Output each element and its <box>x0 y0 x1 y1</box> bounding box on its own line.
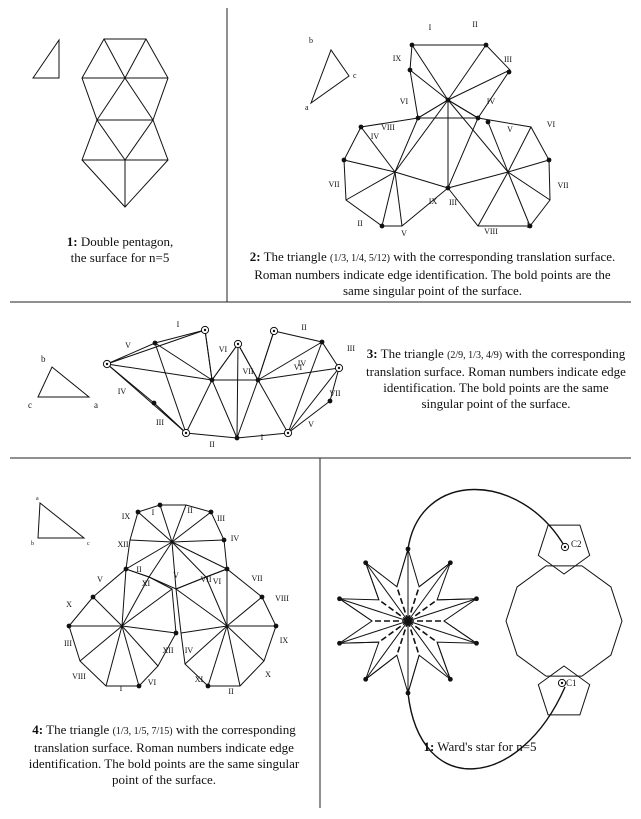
singular-point <box>408 68 413 73</box>
edge-label: VII <box>251 574 263 583</box>
singular-point <box>380 224 385 229</box>
edge-label: VII <box>200 575 212 584</box>
fan-spoke <box>172 540 224 542</box>
panel5-caption <box>330 739 630 755</box>
singular-point <box>474 596 479 601</box>
panel1-triangle <box>33 40 59 78</box>
fan-spoke <box>448 172 508 188</box>
edge-label: I <box>176 320 180 329</box>
singular-point <box>274 624 279 629</box>
fan-spoke <box>508 160 549 172</box>
edge-label: IX <box>428 197 438 206</box>
fan-spoke <box>488 122 508 172</box>
fan-spoke <box>395 172 402 226</box>
decagon <box>506 566 622 676</box>
singular-point <box>174 631 179 636</box>
panel1-line1: Double pentagon, <box>80 234 174 249</box>
fan-spoke <box>382 172 395 226</box>
singular-point <box>136 510 141 515</box>
edge-label: XI <box>194 675 204 684</box>
fan-spoke <box>448 70 510 100</box>
singular-point-ring <box>284 429 291 436</box>
singular-point <box>342 158 347 163</box>
singular-point <box>328 399 333 404</box>
edge-label: X <box>265 670 271 679</box>
edge-label: IX <box>279 636 289 645</box>
singular-point <box>486 120 491 125</box>
left-fan <box>344 100 478 226</box>
star-dashed-spoke <box>408 587 419 621</box>
singular-point <box>67 624 72 629</box>
singular-point <box>363 677 368 682</box>
edge-label: IV <box>297 359 307 368</box>
star-facet <box>397 549 408 587</box>
fan-spoke <box>172 542 227 569</box>
fan-spoke <box>448 45 486 100</box>
edge-label: IV <box>117 387 127 396</box>
edge-label: X <box>66 600 72 609</box>
edge-label: II <box>472 20 478 29</box>
fan-spoke <box>80 626 122 661</box>
edge-label: III <box>64 639 72 648</box>
edge-label: I <box>428 23 432 32</box>
singular-point <box>359 125 364 130</box>
panel2-vertex-b: b <box>309 36 313 45</box>
edge-label: VII <box>328 180 340 189</box>
panel4-diagram <box>38 503 278 689</box>
fan-spoke <box>478 172 508 226</box>
edge-label: IX <box>121 512 131 521</box>
singular-point <box>235 436 240 441</box>
edge-label: II <box>228 687 234 696</box>
edge-label: V <box>173 571 179 580</box>
panel3-edge-labels <box>118 320 356 449</box>
triangulation-edge <box>258 331 274 380</box>
panel4-angles: (1/3, 1/5, 7/15) <box>112 726 173 737</box>
edge-label: V <box>401 229 407 238</box>
triangulation-edge <box>205 330 212 380</box>
singular-point <box>476 116 481 121</box>
fan-spoke <box>448 100 508 172</box>
edge-label: I <box>526 221 530 230</box>
singular-point <box>416 116 421 121</box>
ring-inner <box>564 546 566 548</box>
triangulation-edge <box>288 342 322 433</box>
panel1-caption <box>20 234 220 266</box>
edge-label: V <box>308 420 314 429</box>
double-pentagon <box>82 39 168 207</box>
point-c2 <box>561 543 568 550</box>
edge-label: I <box>151 508 155 517</box>
fan-spoke <box>395 172 448 188</box>
triangulation-edge <box>186 380 212 433</box>
singular-point-ring <box>335 364 342 371</box>
singular-point <box>474 641 479 646</box>
fan-spoke <box>97 120 125 160</box>
edge-label: I <box>119 684 123 693</box>
singular-point <box>446 98 451 103</box>
edge-label: IX <box>392 54 402 63</box>
fan-spoke <box>122 626 176 633</box>
fan-spoke <box>227 626 264 661</box>
edge-label: VIII <box>72 672 86 681</box>
fan-spoke <box>130 540 172 542</box>
fan-spoke <box>106 626 122 686</box>
star-facet <box>444 621 476 643</box>
edge-label: IV <box>370 132 380 141</box>
panel3-triangle <box>38 367 89 397</box>
connector-c2 <box>408 489 565 549</box>
fan-spoke <box>227 597 262 626</box>
singular-point <box>337 596 342 601</box>
star-facet <box>340 599 372 621</box>
panel3-pre: The triangle <box>380 346 444 361</box>
panel2-post: with the corresponding translation surface. Roman numbers indicate edge identification. The bold points are the same singular point of the surface. <box>254 249 616 298</box>
label-c1: C1 <box>566 678 577 688</box>
ring-inner <box>561 682 563 684</box>
fan-spoke <box>93 597 122 626</box>
panel3-vertex-b: b <box>41 354 46 364</box>
star-dashed-spoke <box>379 600 408 621</box>
singular-point <box>225 567 230 572</box>
singular-point <box>158 503 163 508</box>
ring-inner <box>204 329 206 331</box>
edge-label: VII <box>329 389 341 398</box>
ring-inner <box>273 330 275 332</box>
star-facet <box>340 642 379 643</box>
singular-point <box>337 641 342 646</box>
panel3-vertex-c: c <box>28 400 32 410</box>
ring-inner <box>338 367 340 369</box>
panel4-vertex-c: c <box>87 541 90 547</box>
edge-label: VI <box>546 120 556 129</box>
panel4-triangle <box>38 503 84 538</box>
upper-pentagon <box>82 39 168 120</box>
point-c1 <box>558 679 565 686</box>
panel2-number: 2: <box>249 249 261 264</box>
singular-point-ring <box>103 360 110 367</box>
panel2-vertex-c: c <box>353 71 357 80</box>
singular-point <box>256 378 261 383</box>
edge-label: VIII <box>381 123 395 132</box>
panel2-caption <box>240 249 625 299</box>
edge-label: IV <box>486 97 496 106</box>
singular-point <box>547 158 552 163</box>
singular-point <box>320 340 325 345</box>
edge-label: II <box>357 219 363 228</box>
panel5-text: Ward's star for n=5 <box>437 739 537 754</box>
star-facet <box>408 655 419 693</box>
fan-spoke <box>410 70 448 100</box>
ring-inner <box>287 432 289 434</box>
fan-spoke <box>125 120 153 160</box>
panel4-vertex-a: a <box>36 496 39 502</box>
edge-label: II <box>187 506 193 515</box>
fan-spoke <box>125 78 153 120</box>
star-dashed-spoke <box>397 621 408 655</box>
panel4-pre: The triangle <box>46 722 110 737</box>
star-spoke <box>340 621 408 643</box>
edge-label: III <box>504 55 512 64</box>
edge-label: VII <box>242 367 254 376</box>
edge-label: III <box>347 344 355 353</box>
star-spoke <box>408 599 476 621</box>
singular-point <box>507 70 512 75</box>
singular-point <box>206 684 211 689</box>
fan-spoke <box>126 542 172 569</box>
edge-label: VIII <box>275 594 289 603</box>
singular-point-ring <box>201 326 208 333</box>
singular-point <box>137 684 142 689</box>
edge-label: V <box>507 125 513 134</box>
edge-label: VI <box>212 577 222 586</box>
panel3-diagram <box>38 326 343 440</box>
edge-label: V <box>97 575 103 584</box>
singular-point <box>210 378 215 383</box>
singular-point-ring <box>270 327 277 334</box>
singular-point <box>260 595 265 600</box>
fan-spoke <box>122 569 126 626</box>
fan-spoke <box>122 589 172 626</box>
triangulation-edge <box>258 380 288 433</box>
star-facet <box>437 599 476 600</box>
label-c2: C2 <box>571 539 582 549</box>
triangulation-edge <box>237 380 258 438</box>
panel2-triangle <box>311 50 349 103</box>
ring-inner <box>106 363 108 365</box>
edge-label: VIII <box>484 227 498 236</box>
fan-spoke <box>508 172 550 200</box>
edge-label: XII <box>117 540 129 549</box>
panel4-edge-labels <box>64 506 289 696</box>
singular-point-ring <box>182 429 189 436</box>
panel1-line2: the surface for n=5 <box>70 250 170 265</box>
panel3-caption <box>362 346 630 412</box>
panel3-number: 3: <box>366 346 378 361</box>
singular-point <box>153 341 158 346</box>
star-dashed-spoke <box>379 621 408 642</box>
edge-label: II <box>301 323 307 332</box>
fan-spoke <box>227 626 240 686</box>
singular-point <box>363 560 368 565</box>
edge-label: V <box>125 341 131 350</box>
singular-point-ring <box>234 340 241 347</box>
panel1-diagram <box>33 39 168 207</box>
ring-inner <box>237 343 239 345</box>
fan-spoke <box>149 542 172 577</box>
singular-point <box>152 401 157 406</box>
wards-star <box>337 489 622 768</box>
edge-label: IV <box>184 646 194 655</box>
star-dashed-spoke <box>408 600 437 621</box>
panel4-post: with the corresponding translation surface. Roman numbers indicate edge identification. The bold points are the same singular point of the surface. <box>28 722 300 787</box>
edge-label: XI <box>141 579 151 588</box>
connector-c1 <box>408 687 565 769</box>
edge-label: XII <box>162 646 174 655</box>
edge-label: IV <box>230 534 240 543</box>
singular-point <box>91 595 96 600</box>
singular-point <box>446 186 451 191</box>
star-dashed-spoke <box>408 621 419 655</box>
panel4-number: 4: <box>32 722 44 737</box>
panel2-pre: The triangle <box>263 249 327 264</box>
ring-inner <box>185 432 187 434</box>
triangulation-edge <box>212 380 237 438</box>
panel2-vertex-a: a <box>305 103 309 112</box>
panel2-edge-labels <box>328 20 568 238</box>
edge-label: I <box>260 433 264 442</box>
edge-label: VI <box>293 363 303 372</box>
singular-point <box>448 560 453 565</box>
edge-label: III <box>217 514 225 523</box>
edge-label: II <box>136 565 142 574</box>
singular-point <box>484 43 489 48</box>
panel5-diagram <box>337 489 622 768</box>
triangulation-edge <box>237 344 238 438</box>
singular-point <box>222 538 227 543</box>
triangulation-edge <box>155 343 212 380</box>
fan-spoke <box>97 78 125 120</box>
edge-label: VI <box>399 97 409 106</box>
panel1-number: 1: <box>66 234 78 249</box>
edge-label: II <box>209 440 215 449</box>
edge-label: VI <box>147 678 157 687</box>
singular-point <box>448 677 453 682</box>
panel3-post: with the corresponding translation surface. Roman numbers indicate edge identification. The bold points are the same singular point of the surface. <box>366 346 626 411</box>
fan-spoke <box>508 172 530 226</box>
edge-label: III <box>449 198 457 207</box>
singular-point <box>209 510 214 515</box>
star-spoke <box>408 621 476 643</box>
triangulation-edge <box>258 342 322 380</box>
panel2-angles: (1/3, 1/4, 5/12) <box>330 253 390 264</box>
panel3-vertex-a: a <box>94 400 98 410</box>
panel3-surface <box>103 326 342 440</box>
edge-label: III <box>156 418 164 427</box>
star-spoke <box>340 599 408 621</box>
star-dashed-spoke <box>397 587 408 621</box>
fan-spoke <box>395 100 448 172</box>
star-dashed-spoke <box>408 621 437 642</box>
panel3-angles: (2/9, 1/3, 4/9) <box>447 350 503 361</box>
panel4-vertex-b: b <box>31 541 34 547</box>
panel4-surface <box>67 503 279 689</box>
fan-spoke <box>346 172 395 200</box>
fan-spoke <box>104 39 125 78</box>
edge-label: VII <box>557 181 569 190</box>
singular-point <box>124 567 129 572</box>
fan-spoke <box>172 542 176 589</box>
fan-spoke <box>125 39 146 78</box>
panel5-number: 1: <box>423 739 435 754</box>
panel4-caption <box>16 722 312 788</box>
singular-point <box>410 43 415 48</box>
edge-label: VI <box>218 345 228 354</box>
fan-spoke <box>412 45 448 100</box>
